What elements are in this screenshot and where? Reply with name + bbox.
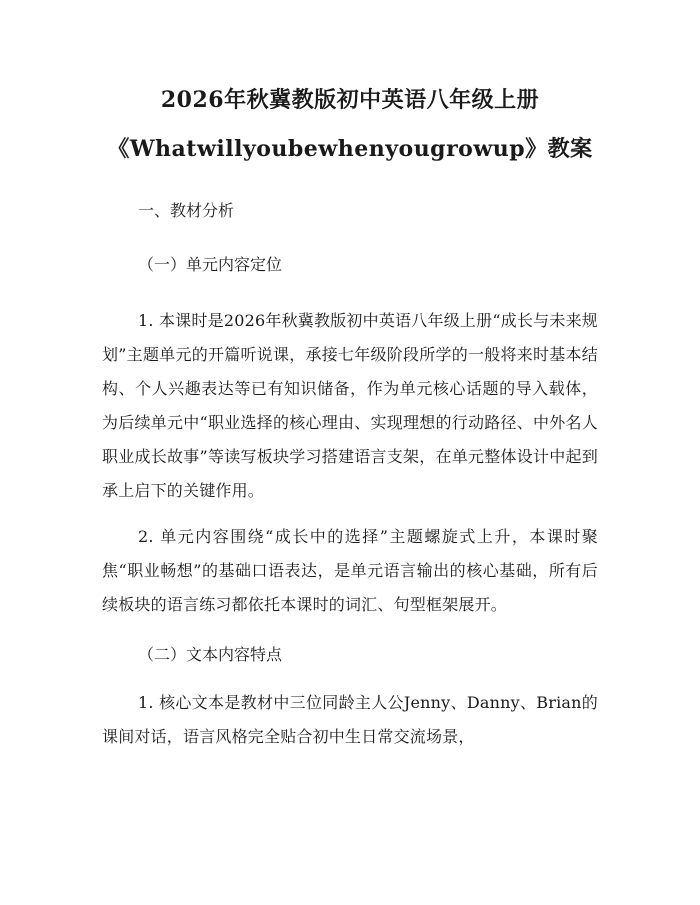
section-heading-textbook-analysis: 一、教材分析 bbox=[138, 201, 235, 220]
paragraph-3: 1. 核心文本是教材中三位同龄主人公Jenny、Danny、Brian的课间对话，语言风格完全贴合初中生日常交流场景， bbox=[102, 693, 598, 746]
document-title-line2: 《Whatwillyoubewhenyougrowup》教案 bbox=[107, 136, 593, 162]
subsection-heading-unit-positioning: （一）单元内容定位 bbox=[138, 255, 283, 274]
document-title-line1: 2026年秋冀教版初中英语八年级上册 bbox=[160, 87, 540, 113]
subsection-heading-text-features: （二）文本内容特点 bbox=[138, 645, 283, 664]
paragraph-2: 2. 单元内容围绕“成长中的选择”主题螺旋式上升，本课时聚焦“职业畅想”的基础口语表达，是单元语言输出的核心基础，所有后续板块的语言练习都依托本课时的词汇、句型框架展开。 bbox=[102, 527, 598, 614]
paragraph-1: 1. 本课时是2026年秋冀教版初中英语八年级上册“成长与未来规划”主题单元的开篇听说课，承接七年级阶段所学的一般将来时基本结构、个人兴趣表达等已有知识储备，作为单元核心话题的导入载体，为后续单元中“职业选择的核心理由、实现理想的行动路径、中外名人职业成长故事”等读写板块学习搭建语言支架，在单元整体设计中起到承上启下的关键作用。 bbox=[102, 311, 598, 500]
